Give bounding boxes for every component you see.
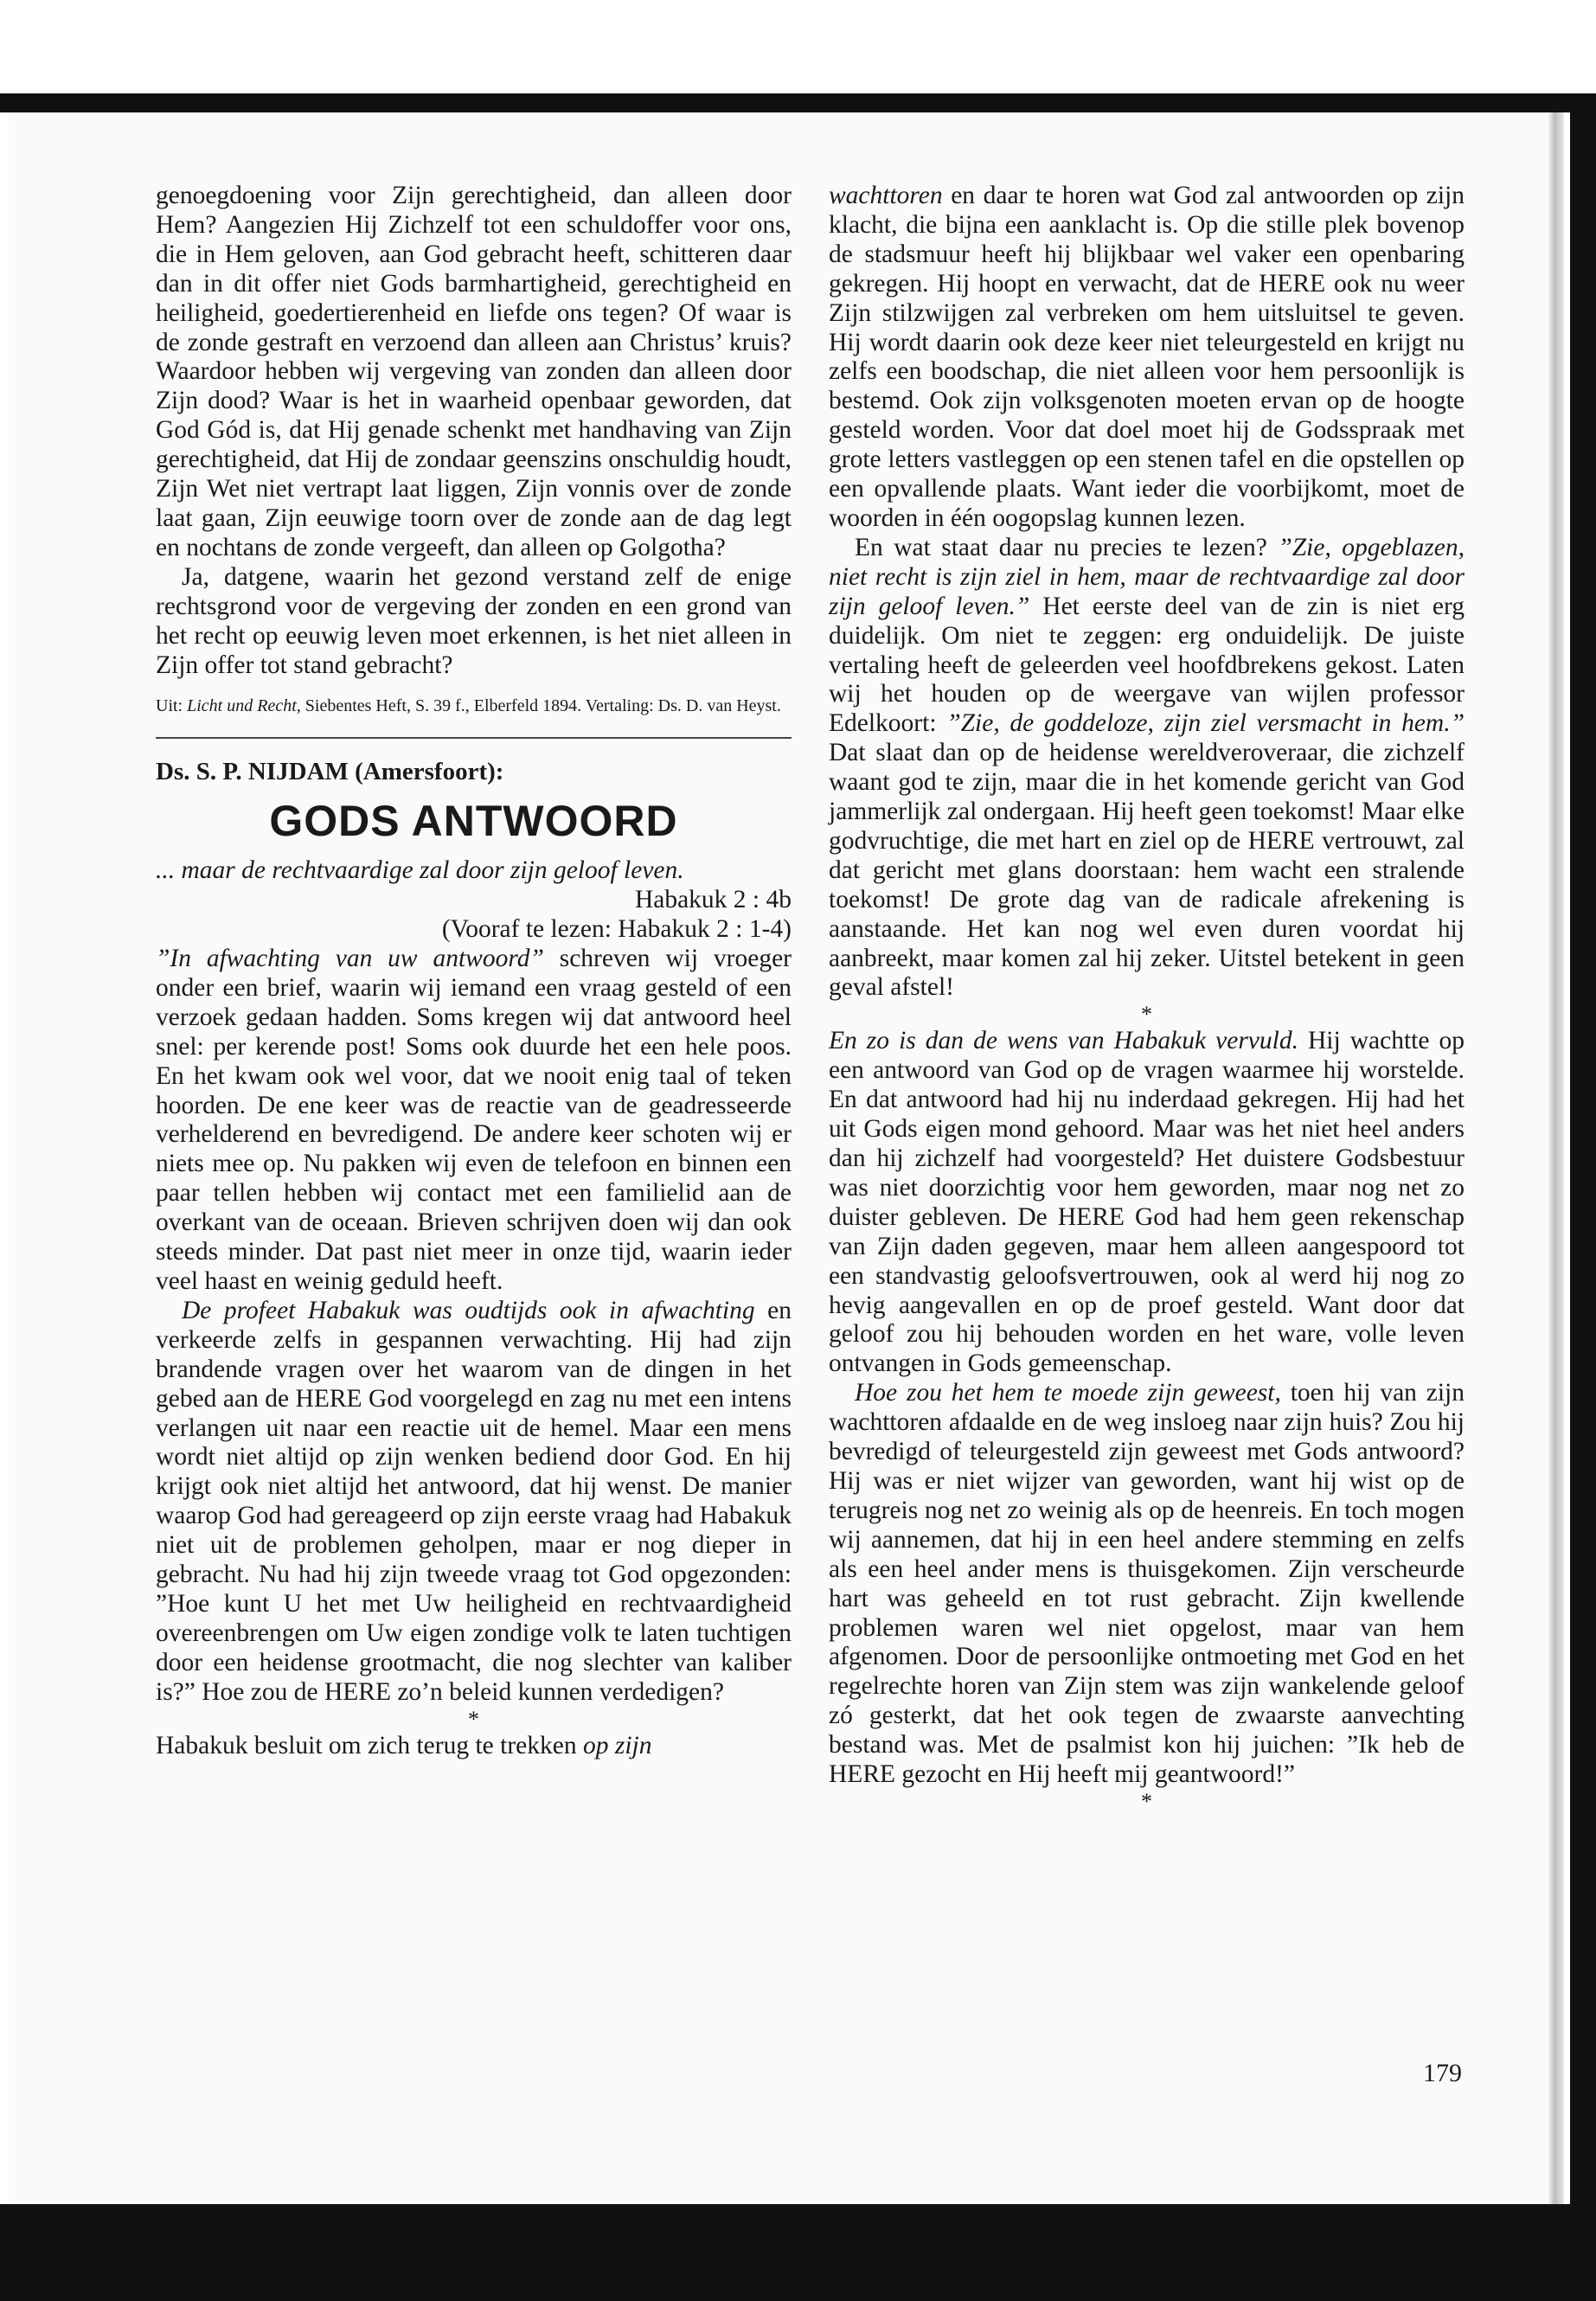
scan-border-top [0,93,1596,112]
page-edge [1548,112,1564,2204]
paragraph-text: En wat staat daar nu precies te lezen? [855,533,1279,561]
paragraph-text: Habakuk besluit om zich terug te trekken [156,1731,583,1759]
paragraph: genoegdoening voor Zijn gerechtigheid, dan alleen door Hem? Aangezien Hij Zichzelf tot een schuldoffer voor ons, die in Hem geloven, aan God gebracht heeft, schitteren daar dan in dit offer niet Gods barmhartigheid, gerechtigheid en heiligheid, goedertierenheid en liefde ons tegen? Of waar is de zonde gestraft en verzoend dan alleen aan Christus’ kruis? Waardoor hebben wij vergeving van zonden dan alleen door Zijn dood? Waar is het in waarheid openbaar geworden, dat God Gód is, dat Hij genade schenkt met handhaving van Zijn gerechtigheid, dat Hij de zondaar geenszins onschuldig houdt, Zijn Wet niet vertrapt laat liggen, Zijn vonnis over de zonde laat gaan, Zijn eeuwige toorn over de zonde aan de dag legt en nochtans de zonde vergeeft, dan alleen op Golgotha? [156,182,792,561]
right-column [829,182,1465,1814]
paragraph-text: Dat slaat dan op de heidense wereldveroveraar, die zichzelf waant god te zijn, maar die in het komende gericht van God jammerlijk zal ondergaan. Hij heeft geen toekomst! Maar elke godvruchtige, die met hart en ziel op de HERE vertrouwt, zal dat gericht met glans doorstaan: hem wacht een stralende toekomst! De grote dag van de radicale afrekening is aanstaande. Het kan nog wel even duren voordat hij aanbreekt, maar komen zal hij zeker. Uitstel betekent in geen geval afstel! [829,739,1465,1002]
reading-instruction: (Vooraf te lezen: Habakuk 2 : 1-4) [441,915,792,944]
page-number: 179 [1423,2059,1462,2087]
paragraph [829,534,1465,1003]
italic-lead: De profeet Habakuk was oudtijds ook in afwachting [182,1296,755,1324]
italic-lead: ”In afwachting van uw antwoord” [156,945,544,973]
paragraph [156,1297,792,1708]
italic-quote: ”Zie, de goddeloze, zijn ziel versmacht in hem.” [946,709,1465,738]
paragraph [156,945,792,1297]
section-separator: * [468,1706,479,1732]
italic-lead: En zo is dan de wens van Habakuk vervuld. [829,1027,1298,1055]
paragraph [829,1379,1465,1790]
italic-tail: op zijn [582,1731,652,1759]
paragraph-text: Hij wachtte op een antwoord van God op de vragen waarmee hij worstelde. En dat antwoord had hij nu inderdaad gekregen. Hij had het uit Gods eigen mond gehoord. Maar was het niet heel anders dan hij zichzelf had voorgesteld? Het duistere Godsbestuur was niet doorzichtig voor hem geworden, maar nog net zo duister gebleven. De HERE God had hem geen rekenschap van Zijn daden gegeven, maar hem alleen aangespoord tot een standvastig geloofsvertrouwen, ook al werd hij nog zo hevig aangevallen en op de proef gesteld. Want door dat geloof zou hij behouden worden en het ware, volle leven ontvangen in Gods gemeenschap. [829,1027,1465,1378]
author-line: Ds. S. P. NIJDAM (Amersfoort): [156,758,504,786]
document-page [9,112,1548,2204]
article-title: GODS ANTWOORD [269,797,678,846]
paragraph: Ja, datgene, waarin het gezond verstand zelf de enige rechtsgrond voor de vergeving der zonden en een grond van het recht op eeuwig leven moet erkennen, is het niet alleen in Zijn offer tot stand gebracht? [156,562,792,679]
epigraph: ... maar de rechtvaardige zal door zijn geloof leven. [156,856,684,885]
paragraph-text: toen hij van zijn wachttoren afdaalde en de weg insloeg naar zijn huis? Zou hij bevredigd of teleurgesteld zijn geweest met Gods antwoord? Hij was er niet wijzer van geworden, want hij wist op de terugreis nog net zo weinig als op de heenreis. En toch mogen wij aannemen, dat hij in een heel andere stemming en zelfs als een heel ander mens is thuisgekomen. Zijn verscheurde hart was geheeld en tot rust gebracht. Zijn kwellende problemen waren wel niet opgelost, maar van hem afgenomen. Door de persoonlijke ontmoeting met God en het regelrechte horen van Zijn stem was zijn wankelende geloof zó gesterkt, dat het ook tegen de zwaarste aanvechting bestand was. Met de psalmist kon hij juichen: ”Ik heb de HERE gezocht en Hij heeft mij geantwoord!” [829,1379,1465,1789]
paragraph-text: en daar te horen wat God zal antwoorden op zijn klacht, die bijna een aanklacht is. Op die stille plek bovenop de stadsmuur heeft hij blijkbaar wel vaker een openbaring gekregen. Hij hoopt en verwacht, dat de HERE ook nu weer Zijn stilzwijgen zal verbreken om hem uitsluitsel te geven. Hij wordt daarin ook deze keer niet teleurgesteld en krijgt nu zelfs een boodschap, die niet alleen voor hem persoonlijk is bestemd. Ook zijn volksgenoten moeten ervan op de hoogte gesteld worden. Voor dat doel moet hij de Godsspraak met grote letters vastleggen op een stenen tafel en die opstellen op een opvallende plaats. Want ieder die voorbijkomt, moet de woorden in één oogopslag kunnen lezen. [829,182,1465,532]
italic-quote: ”Zie, opgeblazen, niet recht is zijn ziel in hem, maar de rechtvaardige zal door zijn geloof leven.” [829,533,1465,620]
paragraph-text: Het eerste deel van de zin is niet erg duidelijk. Om niet te zeggen: erg onduidelijk. De juiste vertaling heeft de geleerden veel hoofdbrekens gekost. Laten wij het houden op de weergave van wijlen professor Edelkoort: [829,592,1465,738]
scan-border-right [1570,93,1596,2230]
paragraph [829,1027,1465,1379]
paragraph [829,182,1465,534]
left-column [156,182,792,1761]
source-prefix: Uit: [156,696,188,716]
paragraph [156,1732,792,1761]
source-details: Siebentes Heft, S. 39 f., Elberfeld 1894. Vertaling: Ds. D. van Heyst. [300,696,781,716]
source-title: Licht und Recht, [187,696,301,716]
italic-lead: wachttoren [829,182,943,209]
source-citation [156,695,792,739]
paragraph-text: schreven wij vroeger onder een brief, waarin wij iemand een vraag gesteld of een verzoek gedaan hadden. Soms kregen wij dat antwoord heel snel: per kerende post! Soms ook duurde het een hele poos. En het kwam ook wel voor, dat we nooit enig taal of teken hoorden. De ene keer was de reactie van de geadresseerde verhelderend en bevredigend. De andere keer schoten wij er niets mee op. Nu pakken wij even de telefoon en binnen een paar tellen hebben wij contact met een familielid aan de overkant van de oceaan. Brieven schrijven doen wij dan ook steeds minder. Dat past niet meer in onze tijd, waarin ieder veel haast en weinig geduld heeft. [156,945,792,1295]
section-separator: * [1141,1788,1152,1814]
scan-border-bottom [0,2204,1596,2301]
section-separator: * [1141,1002,1152,1028]
paragraph-text: en verkeerde zelfs in gespannen verwachting. Hij had zijn brandende vragen over het waarom van de dingen in het gebed aan de HERE God voorgelegd en zag nu met een intens verlangen uit naar een reactie uit de hemel. Maar een mens wordt niet altijd op zijn wenken bediend door God. En hij krijgt ook niet altijd het antwoord, dat hij wenst. De manier waarop God had gereageerd op zijn eerste vraag had Habakuk niet uit de problemen geholpen, maar er nog dieper in gebracht. Nu had hij zijn tweede vraag tot God opgezonden: ”Hoe kunt U het met Uw heiligheid en rechtvaardigheid overeenbrengen om Uw eigen zondige volk te laten tuchtigen door een heidense grootmacht, die nog slechter van kaliber is?” Hoe zou de HERE zo’n beleid kunnen verdedigen? [156,1296,792,1706]
bible-reference: Habakuk 2 : 4b [634,886,792,914]
italic-lead: Hoe zou het hem te moede zijn geweest, [855,1379,1281,1407]
